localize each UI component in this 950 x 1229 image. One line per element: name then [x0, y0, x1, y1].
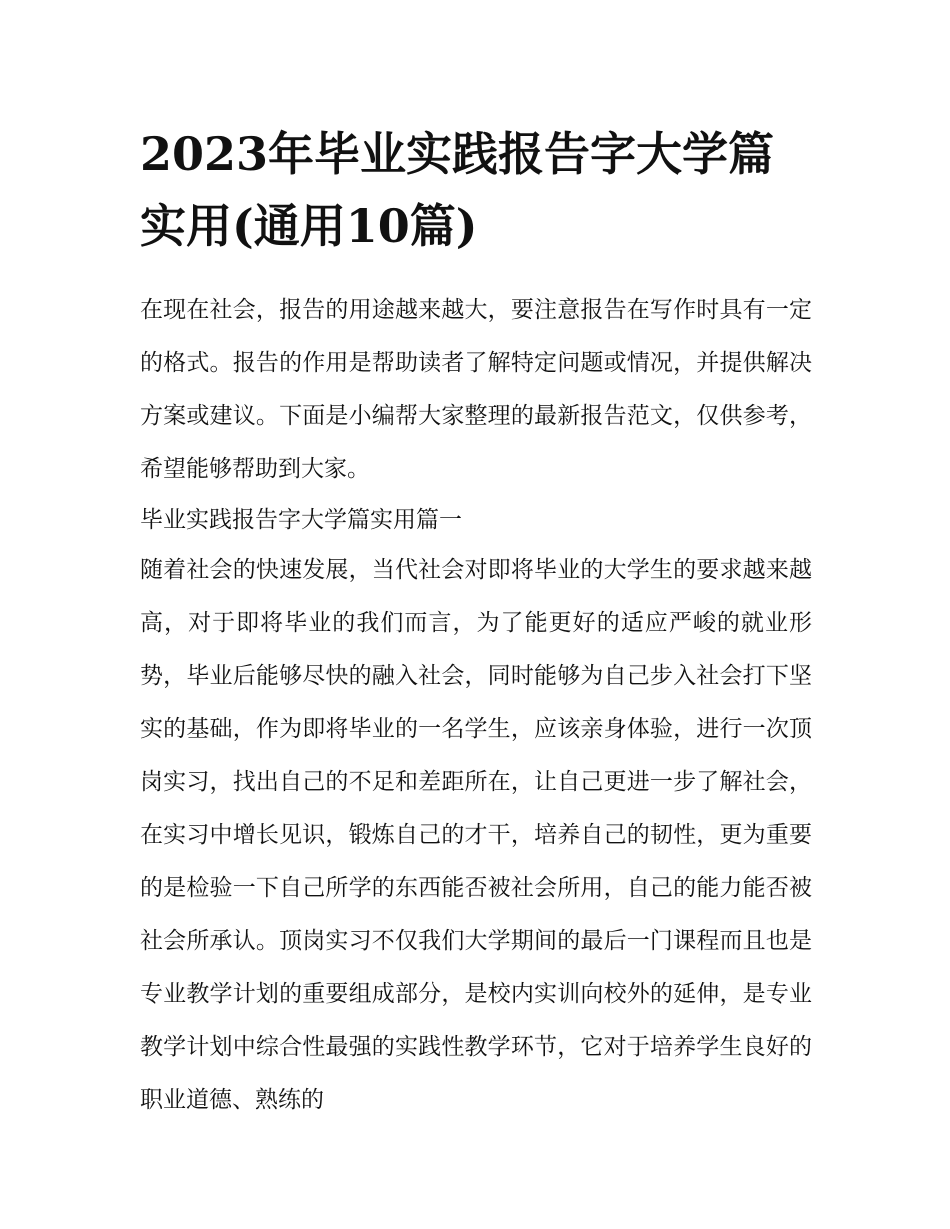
section-heading: 毕业实践报告字大学篇实用篇一: [140, 507, 462, 533]
intro-paragraph: 在现在社会，报告的用途越来越大，要注意报告在写作时具有一定的格式。报告的作用是帮助读者了解特定问题或情况，并提供解决方案或建议。下面是小编帮大家整理的最新报告范文，仅供参考，希望能够帮助到大家。: [140, 297, 812, 482]
body-paragraph: 随着社会的快速发展，当代社会对即将毕业的大学生的要求越来越高，对于即将毕业的我们而言，为了能更好的适应严峻的就业形势，毕业后能够尽快的融入社会，同时能够为自己步入社会打下坚实的基础，作为即将毕业的一名学生，应该亲身体验，进行一次顶岗实习，找出自己的不足和差距所在，让自己更进一步了解社会，在实习中增长见识，锻炼自己的才干，培养自己的韧性，更为重要的是检验一下自己所学的东西能否被社会所用，自己的能力能否被社会所承认。顶岗实习不仅我们大学期间的最后一门课程而且也是专业教学计划的重要组成部分，是校内实训向校外的延伸，是专业教学计划中综合性最强的实践性教学环节，它对于培养学生良好的职业道德、熟练的: [140, 557, 812, 1113]
document-page: [140, 118, 812, 1127]
document-title: 2023年毕业实践报告字大学篇实用(通用10篇): [140, 127, 775, 253]
